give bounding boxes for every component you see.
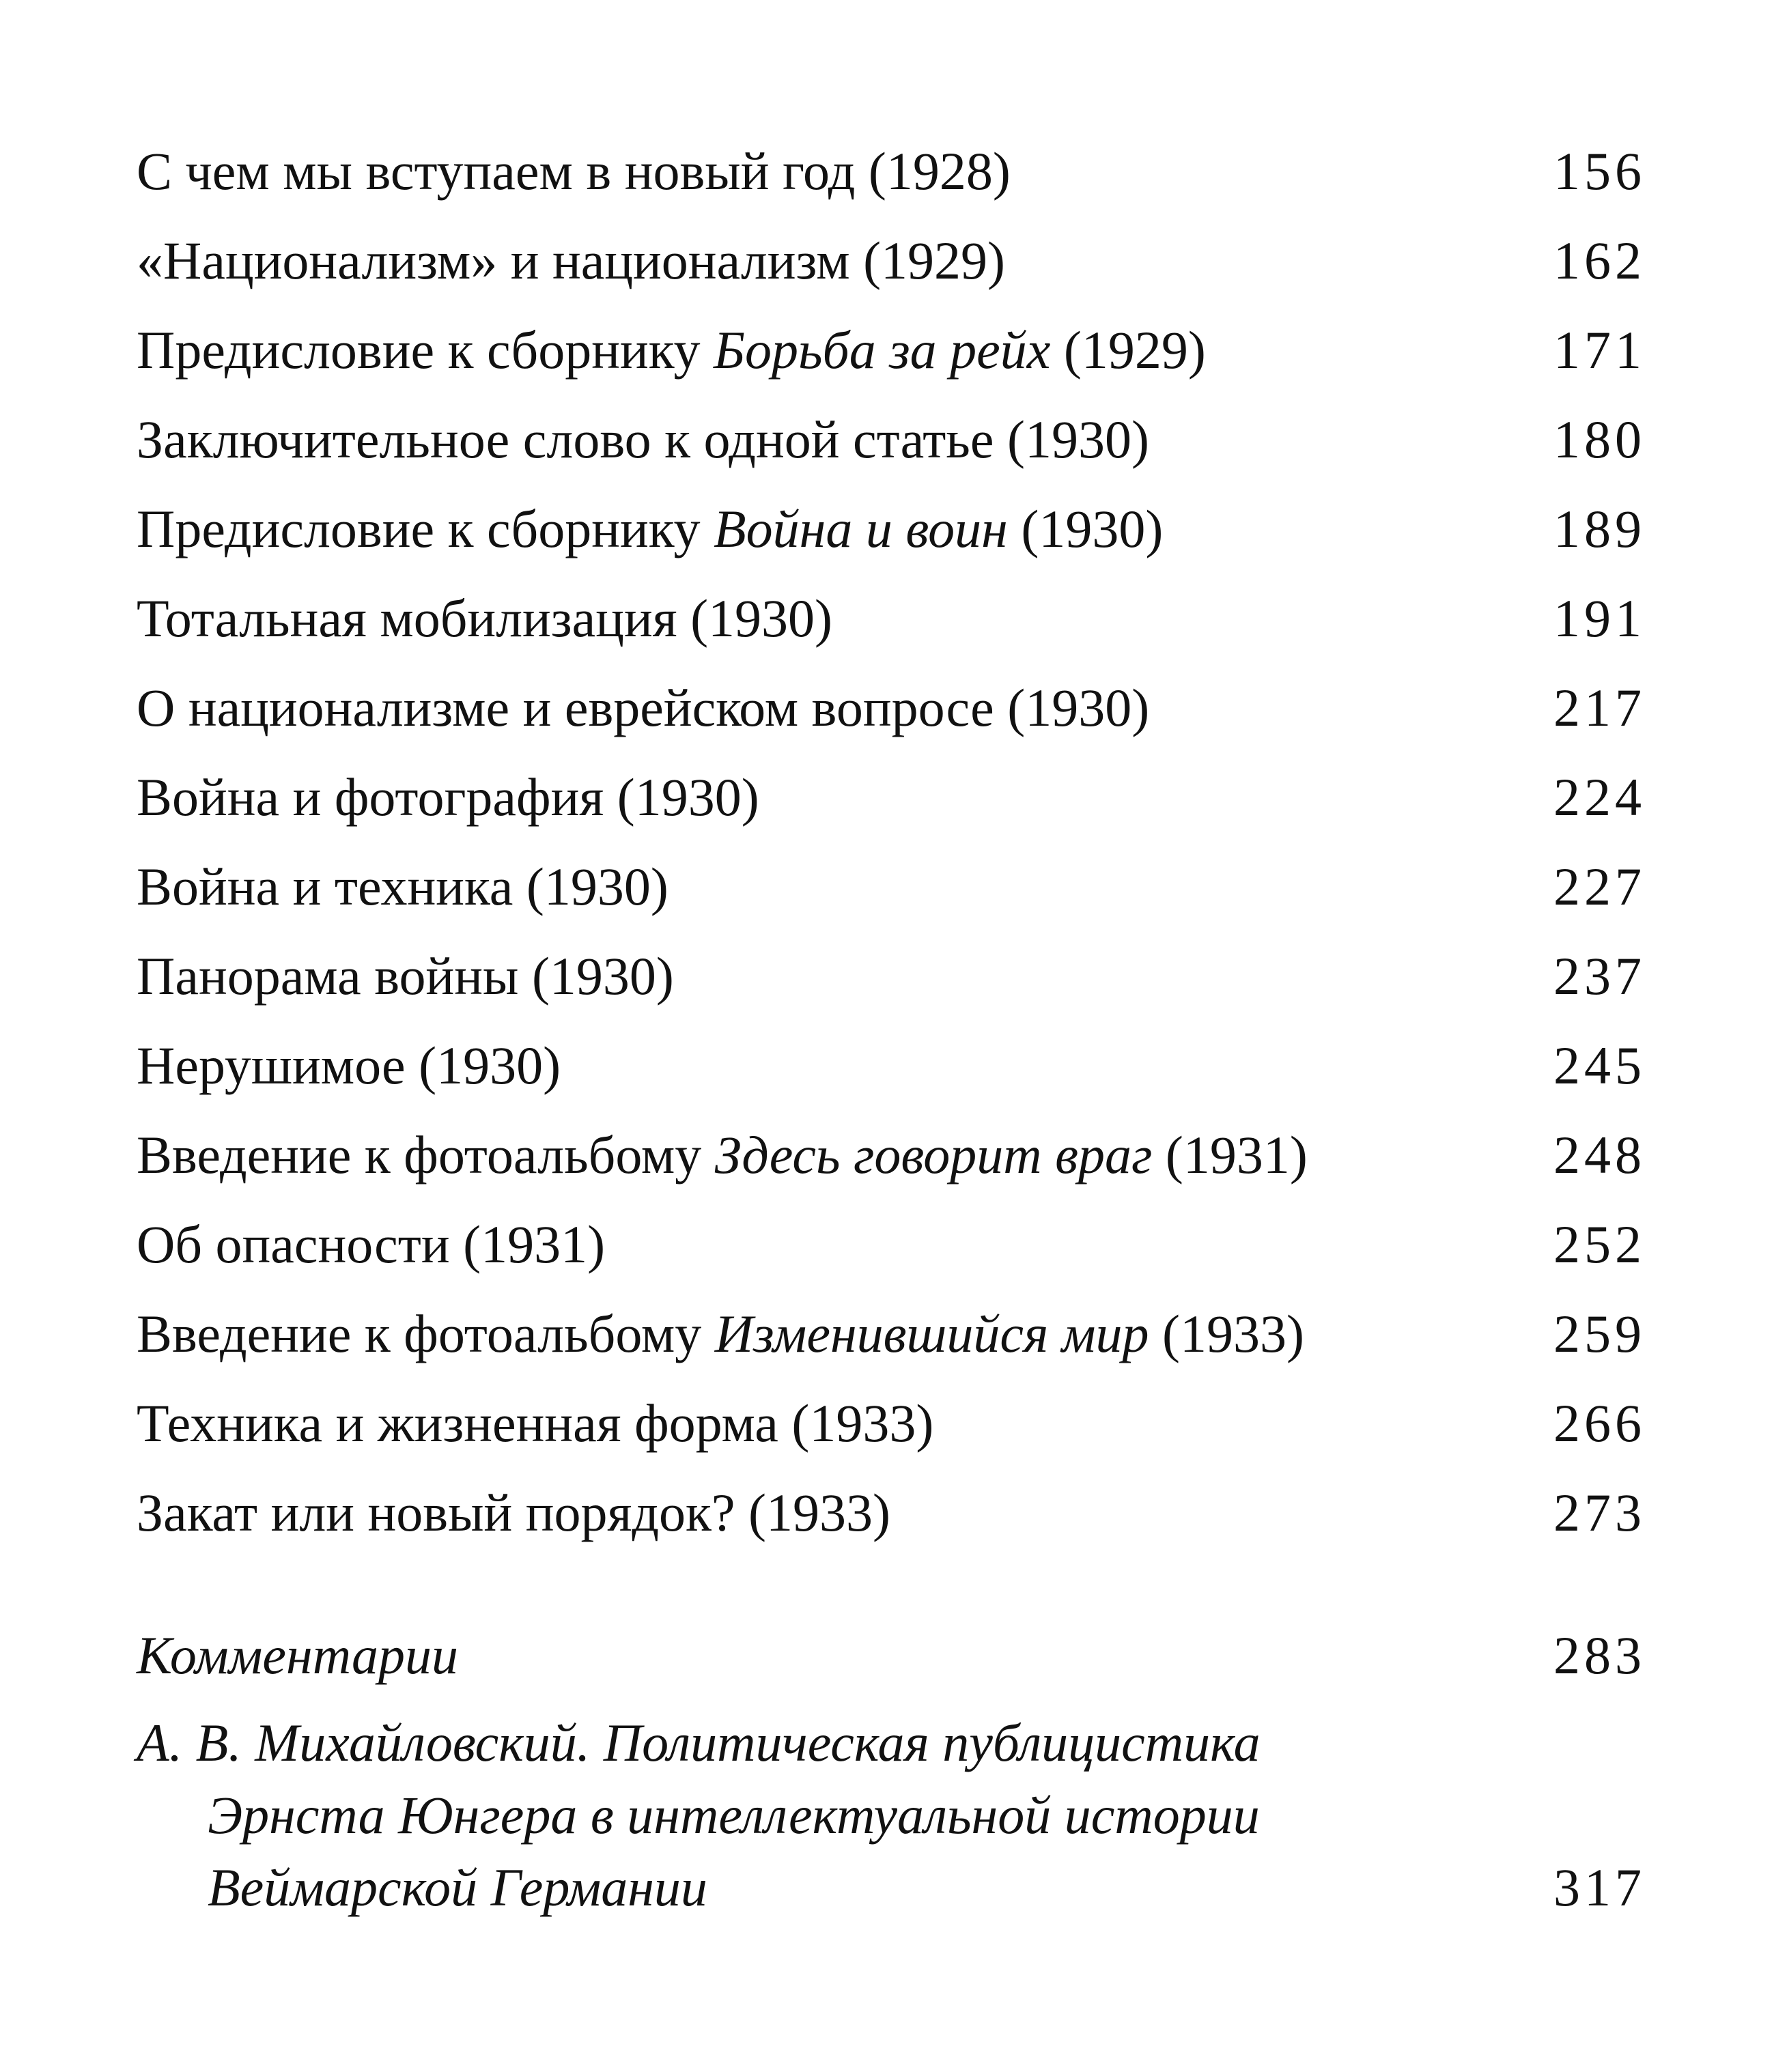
toc-entry — [137, 223, 1646, 298]
toc-entry-title: «Национализм» и национализм (1929) — [137, 231, 1006, 290]
toc-entry-page: 171 — [1553, 320, 1646, 380]
toc-entry — [137, 313, 1646, 388]
toc-entry-page: 245 — [1553, 1036, 1646, 1095]
toc-entry — [137, 939, 1646, 1014]
toc-entry-title: Война и фотография (1930) — [137, 767, 759, 827]
toc-entry-page: 156 — [1553, 141, 1646, 201]
toc-entry — [137, 492, 1646, 567]
toc-entry-title: Война и техника (1930) — [137, 857, 669, 916]
toc-entry — [137, 1118, 1646, 1193]
toc-entry — [137, 760, 1646, 835]
toc-entry-page: 217 — [1553, 678, 1646, 737]
commentary-page: 283 — [1553, 1626, 1646, 1685]
toc-entry — [137, 1028, 1646, 1103]
toc-entry-title: О национализме и еврейском вопросе (1930) — [137, 678, 1150, 737]
toc-entry — [137, 670, 1646, 746]
toc-entry — [137, 134, 1646, 209]
toc-entry — [137, 581, 1646, 656]
toc-entry — [137, 849, 1646, 924]
toc-entry-page: 266 — [1553, 1393, 1646, 1453]
toc-entry — [137, 1296, 1646, 1372]
toc-entry-afterword-cont — [137, 1778, 1646, 1853]
toc-entry — [137, 1207, 1646, 1282]
toc-entry — [137, 1475, 1646, 1550]
book-title-italic: Изменившийся мир — [714, 1304, 1149, 1363]
toc-entry-page: 273 — [1553, 1483, 1646, 1542]
book-title-italic: Здесь говорит враг — [714, 1125, 1153, 1184]
toc-entry-page: 252 — [1553, 1215, 1646, 1274]
toc-entry-page: 248 — [1553, 1125, 1646, 1184]
afterword-title-line1: А. В. Михайловский. Политическая публицистика — [137, 1713, 1261, 1772]
toc-entry-title: Закат или новый порядок? (1933) — [137, 1483, 890, 1542]
toc-entry-page: 189 — [1553, 499, 1646, 558]
toc-entry — [137, 1386, 1646, 1461]
toc-entry-title: Техника и жизненная форма (1933) — [137, 1393, 934, 1453]
commentary-title: Комментарии — [137, 1626, 459, 1685]
toc-entry-title: Заключительное слово к одной статье (1930) — [137, 410, 1149, 469]
toc-entry-afterword — [137, 1705, 1646, 1780]
book-title-italic: Война и воин — [714, 499, 1008, 558]
toc-entry-title: Предисловие к сборнику Борьба за рейх (1929) — [137, 320, 1206, 380]
toc-entry-page: 237 — [1553, 946, 1646, 1006]
toc-entry-commentary — [137, 1618, 1646, 1693]
toc-entry-title: Введение к фотоальбому Здесь говорит враг (1931) — [137, 1125, 1308, 1184]
afterword-title-line3: Веймарской Германии — [208, 1858, 707, 1917]
toc-entry-page: 227 — [1553, 857, 1646, 916]
toc-entry-afterword-cont — [137, 1850, 1646, 1925]
toc-entry-page: 224 — [1553, 767, 1646, 827]
toc-entry-title: Панорама войны (1930) — [137, 946, 674, 1006]
toc-entry-title: С чем мы вступаем в новый год (1928) — [137, 141, 1011, 201]
toc-entry-title: Об опасности (1931) — [137, 1215, 606, 1274]
toc-entry-title: Тотальная мобилизация (1930) — [137, 588, 833, 648]
toc-entry-title: Введение к фотоальбому Изменившийся мир (1933) — [137, 1304, 1304, 1363]
toc-entry-title: Предисловие к сборнику Война и воин (1930) — [137, 499, 1164, 558]
toc-entry-page: 191 — [1553, 588, 1646, 648]
book-title-italic: Борьба за рейх — [714, 320, 1051, 380]
toc-entry-page: 180 — [1553, 410, 1646, 469]
toc-entry-page: 162 — [1553, 231, 1646, 290]
toc-entry — [137, 402, 1646, 477]
toc-entry-page: 259 — [1553, 1304, 1646, 1363]
afterword-page: 317 — [1553, 1858, 1646, 1917]
afterword-title-line2: Эрнста Юнгера в интеллектуальной истории — [208, 1785, 1260, 1845]
toc-entry-title: Нерушимое (1930) — [137, 1036, 561, 1095]
